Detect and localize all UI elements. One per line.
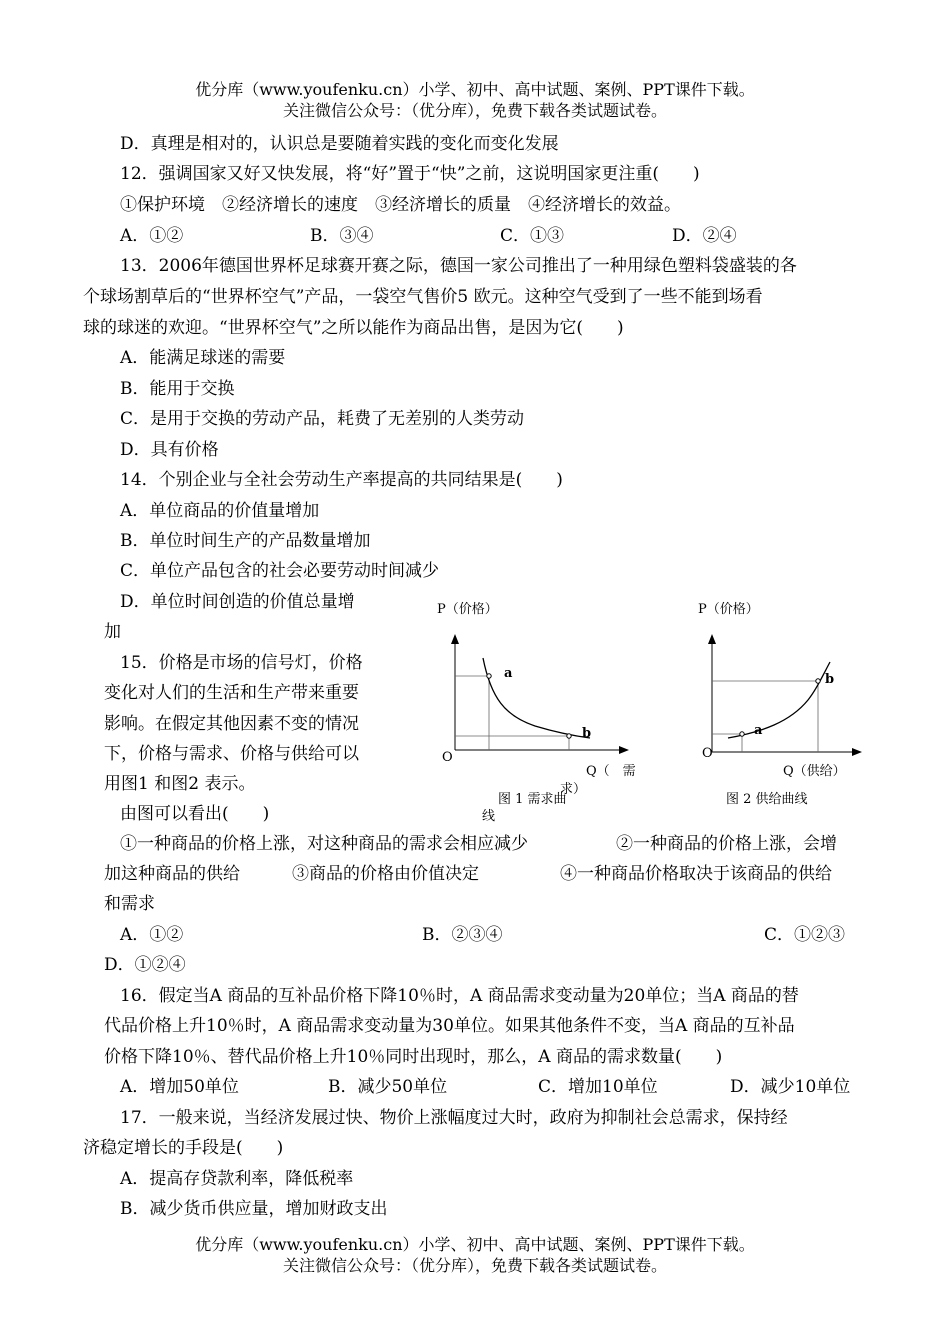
q16-stem-1: 16．假定当A 商品的互补品价格下降10％时，A 商品需求变动量为20单位；当A 商品的替 (120, 986, 799, 1006)
q15-item-4: ④一种商品价格取决于该商品的供给 (560, 864, 832, 884)
fig1-demand-curve-chart (425, 620, 640, 770)
q13-option-d: D．具有价格 (120, 440, 219, 460)
fig1-axes (455, 640, 625, 750)
fig1-x-arrow (619, 746, 629, 754)
fig1-point-b-label: b (582, 726, 592, 741)
q15-option-d: D．①②④ (104, 955, 186, 975)
fig2-supply-curve-chart (690, 620, 875, 760)
fig1-origin: O (442, 750, 453, 765)
fig1-y-arrow (451, 634, 459, 644)
fig2-point-a-marker (740, 732, 744, 736)
fig2-point-a-label: a (754, 723, 763, 738)
fig1-point-b-marker (567, 734, 571, 738)
q14-stem: 14．个别企业与全社会劳动生产率提高的共同结果是( ) (120, 470, 563, 490)
fig2-origin: O (702, 746, 713, 761)
q14-option-d-cont: 加 (104, 622, 121, 642)
page-header-line1: 优分库（www.youfenku.cn）小学、初中、高中试题、案例、PPT课件下载。 (195, 80, 755, 99)
q13-stem-1: 13．2006年德国世界杯足球赛开赛之际，德国一家公司推出了一种用绿色塑料袋盛装的各 (120, 256, 797, 276)
q14-option-b: B．单位时间生产的产品数量增加 (120, 531, 371, 551)
q15-prompt: 由图可以看出( ) (120, 804, 270, 824)
q17-stem-1: 17．一般来说，当经济发展过快、物价上涨幅度过大时，政府为抑制社会总需求，保持经 (120, 1108, 788, 1128)
fig2-axes (712, 640, 858, 752)
fig2-caption: 图 2 供给曲线 (726, 792, 808, 807)
q15-item-4-cont: 和需求 (104, 894, 155, 914)
q15-stem-3: 影响。在假定其他因素不变的情况 (104, 714, 359, 734)
q16-option-b: B．减少50单位 (328, 1077, 448, 1097)
q15-option-a: A．①② (120, 925, 184, 945)
q12-items: ①保护环境 ②经济增长的速度 ③经济增长的质量 ④经济增长的效益。 (120, 195, 681, 215)
q13-option-b: B．能用于交换 (120, 379, 235, 399)
fig1-caption: 图 1 需求曲 (498, 792, 567, 807)
q14-option-c: C．单位产品包含的社会必要劳动时间减少 (120, 561, 440, 581)
q13-option-a: A．能满足球迷的需要 (120, 348, 286, 368)
fig2-supply-curve (728, 662, 830, 738)
q12-option-c: C．①③ (500, 226, 565, 246)
q14-option-a: A．单位商品的价值量增加 (120, 501, 320, 521)
fig1-guide-lines (455, 676, 569, 750)
q15-stem-1: 15．价格是市场的信号灯，价格 (120, 653, 363, 673)
q12-option-a: A．①② (120, 226, 184, 246)
fig2-point-b-marker (816, 679, 820, 683)
q11-option-d: D．真理是相对的，认识总是要随着实践的变化而变化发展 (120, 134, 559, 154)
q14-option-d: D．单位时间创造的价值总量增 (120, 592, 355, 612)
fig1-demand-curve (483, 658, 590, 738)
fig1-x-label-cont: 求） (560, 782, 587, 797)
q15-item-2: ②一种商品的价格上涨，会增 (616, 834, 837, 854)
q15-option-b: B．②③④ (422, 925, 503, 945)
fig1-y-label: P（价格） (437, 602, 498, 617)
q12-option-b: B．③④ (310, 226, 374, 246)
q15-item-1: ①一种商品的价格上涨，对这种商品的需求会相应减少 (120, 834, 528, 854)
page-footer-line2: 关注微信公众号：（优分库），免费下载各类试题试卷。 (282, 1256, 667, 1275)
fig1-point-a-label: a (504, 666, 513, 681)
q15-stem-4: 下，价格与需求、价格与供给可以 (104, 744, 359, 764)
fig1-point-a-marker (487, 674, 491, 678)
q17-option-b: B．减少货币供应量，增加财政支出 (120, 1199, 388, 1219)
page-header-line2: 关注微信公众号：（优分库），免费下载各类试题试卷。 (282, 101, 667, 120)
q16-stem-2: 代品价格上升10％时，A 商品需求变动量为30单位。如果其他条件不变，当A 商品的互补品 (104, 1016, 795, 1036)
q17-option-a: A．提高存贷款利率，降低税率 (120, 1169, 354, 1189)
q15-item-3: ③商品的价格由价值决定 (292, 864, 479, 884)
q16-stem-3: 价格下降10％、替代品价格上升10％同时出现时，那么，A 商品的需求数量( ) (104, 1047, 723, 1067)
q15-item-2-cont: 加这种商品的供给 (104, 864, 240, 884)
q16-option-c: C．增加10单位 (538, 1077, 658, 1097)
fig1-caption-cont: 线 (482, 809, 496, 824)
q12-stem: 12．强调国家又好又快发展，将“好”置于“快”之前，这说明国家更注重( ) (120, 164, 700, 184)
q16-option-d: D．减少10单位 (730, 1077, 851, 1097)
q15-stem-5: 用图1 和图2 表示。 (104, 774, 256, 794)
q16-option-a: A．增加50单位 (120, 1077, 239, 1097)
page-footer-line1: 优分库（www.youfenku.cn）小学、初中、高中试题、案例、PPT课件下载。 (195, 1235, 755, 1254)
q15-stem-2: 变化对人们的生活和生产带来重要 (104, 683, 359, 703)
fig2-y-arrow (708, 634, 716, 644)
q13-stem-2: 个球场割草后的“世界杯空气”产品，一袋空气售价5 欧元。这种空气受到了一些不能到场看 (83, 287, 763, 307)
fig1-x-label: Q（ 需 (586, 764, 636, 779)
q13-option-c: C．是用于交换的劳动产品，耗费了无差别的人类劳动 (120, 409, 525, 429)
fig2-y-label: P（价格） (698, 602, 759, 617)
q17-stem-2: 济稳定增长的手段是( ) (83, 1138, 284, 1158)
fig2-x-arrow (852, 748, 862, 756)
fig2-point-b-label: b (825, 672, 835, 687)
fig2-x-label: Q（供给） (783, 764, 846, 779)
q12-option-d: D．②④ (672, 226, 737, 246)
fig2-guide-lines (712, 681, 818, 752)
q15-option-c: C．①②③ (764, 925, 846, 945)
q13-stem-3: 球的球迷的欢迎。“世界杯空气”之所以能作为商品出售，是因为它( ) (83, 318, 624, 338)
